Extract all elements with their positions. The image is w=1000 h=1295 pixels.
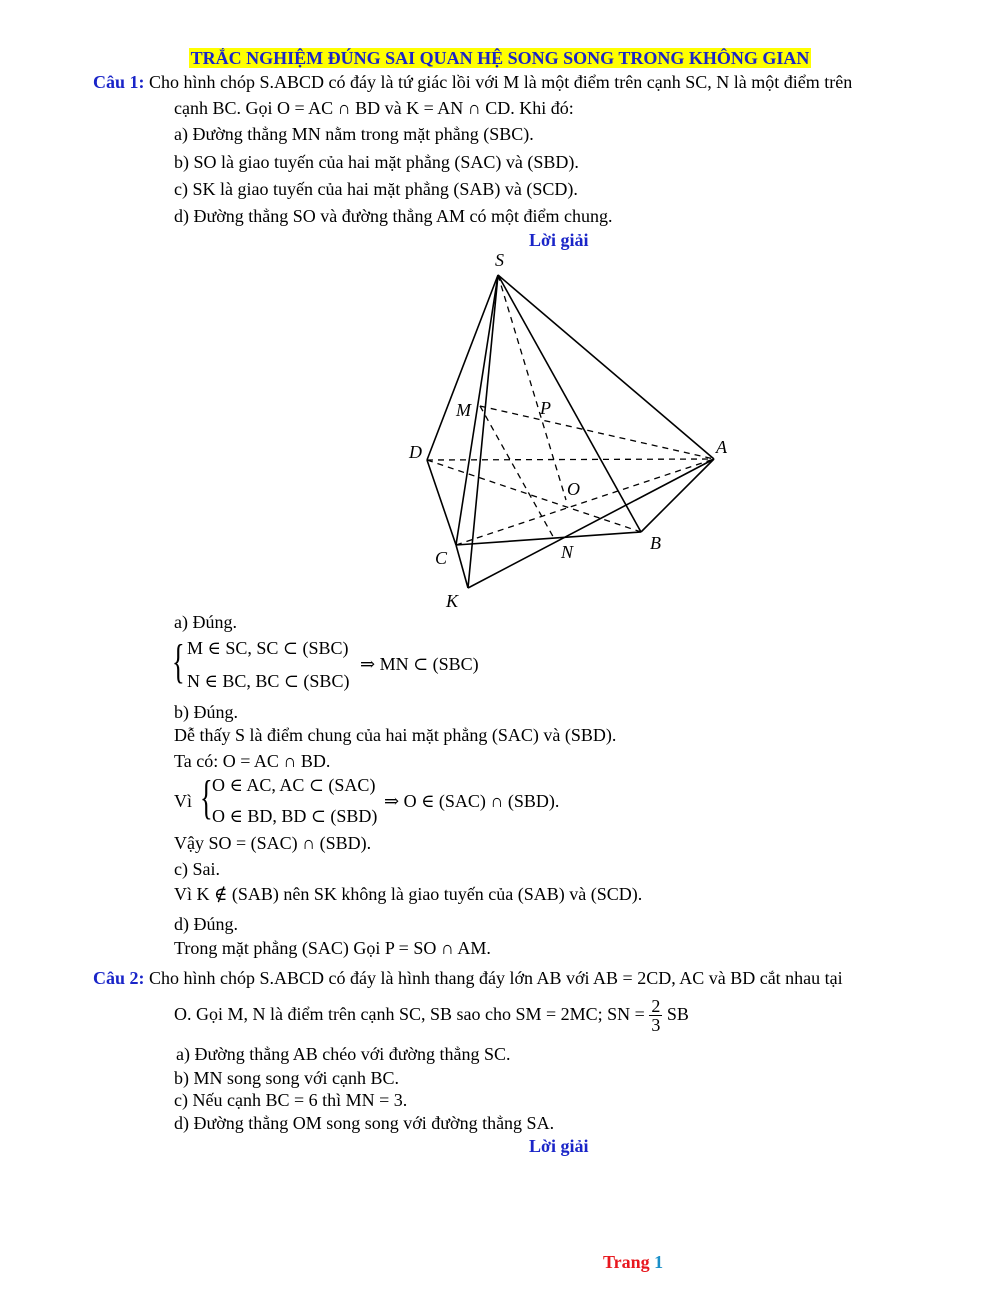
question-2-intro (93, 967, 843, 989)
question-1-option-d: d) Đường thẳng SO và đường thẳng AM có một điểm chung. (174, 206, 613, 226)
page-word: Trang (603, 1252, 650, 1272)
edge-SD (427, 275, 498, 460)
label-C: C (435, 548, 448, 568)
question-1-solution-label: Lời giải (529, 230, 589, 250)
label-M: M (456, 400, 471, 420)
edge-DC (427, 460, 456, 545)
solution-b-brace: { (200, 771, 213, 824)
question-1-option-a: a) Đường thẳng MN nằm trong mặt phẳng (SBC). (174, 124, 534, 144)
solution-b-vi: Vì (174, 791, 192, 811)
edge-BA (641, 459, 714, 532)
solution-b-line1: Dễ thấy S là điểm chung của hai mặt phẳng (SAC) và (SBD). (174, 725, 617, 745)
question-1-line2: cạnh BC. Gọi O = AC ∩ BD và K = AN ∩ CD. Khi đó: (174, 98, 574, 118)
solution-a-heading: a) Đúng. (174, 612, 237, 632)
solution-b-line2: Ta có: O = AC ∩ BD. (174, 751, 331, 771)
question-2-option-c: c) Nếu cạnh BC = 6 thì MN = 3. (174, 1090, 408, 1110)
edge-CB (456, 532, 641, 545)
label-A: A (716, 437, 727, 457)
label-D: D (409, 442, 422, 462)
question-2-line2-end: SB (666, 1004, 689, 1024)
title-text: TRẮC NGHIỆM ĐÚNG SAI QUAN HỆ SONG SONG TRONG KHÔNG GIAN (190, 48, 810, 68)
fraction-denominator: 3 (651, 1015, 661, 1036)
question-1-option-c: c) SK là giao tuyến của hai mặt phẳng (SAB) và (SCD). (174, 179, 578, 199)
label-N: N (561, 542, 574, 562)
solution-b-system-line1: O ∈ AC, AC ⊂ (SAC) (212, 775, 376, 795)
label-O: O (567, 479, 580, 499)
question-2-label: Câu 2: (93, 968, 145, 988)
question-2-line2 (174, 996, 689, 1034)
label-P: P (540, 398, 551, 418)
solution-a-system-line2: N ∈ BC, BC ⊂ (SBC) (187, 671, 350, 691)
question-2-option-a: a) Đường thẳng AB chéo với đường thẳng SC. (176, 1044, 511, 1064)
page-number: 1 (654, 1252, 664, 1272)
fraction-numerator: 2 (651, 996, 661, 1017)
edge-MA (480, 406, 714, 459)
solution-a-brace: { (172, 635, 185, 688)
label-K: K (446, 591, 459, 611)
edge-SO (498, 275, 566, 500)
page-footer (603, 1251, 663, 1273)
solution-d-heading: d) Đúng. (174, 914, 238, 934)
question-2-line2-text: O. Gọi M, N là điểm trên cạnh SC, SB sao cho SM = 2MC; SN = (174, 1004, 645, 1024)
solution-a-system-line1: M ∈ SC, SC ⊂ (SBC) (187, 638, 349, 658)
solution-b-conclusion: Vậy SO = (SAC) ∩ (SBD). (174, 833, 372, 853)
fraction (649, 997, 662, 1034)
question-1-label: Câu 1: (93, 72, 145, 92)
solution-b-result: ⇒ O ∈ (SAC) ∩ (SBD). (384, 791, 560, 811)
question-2-line1: Cho hình chóp S.ABCD có đáy là hình thang đáy lớn AB với AB = 2CD, AC và BD cắt nhau tại (149, 968, 843, 988)
solution-a-result: ⇒ MN ⊂ (SBC) (360, 654, 479, 674)
edge-SK (468, 275, 498, 588)
question-2-solution-label: Lời giải (529, 1136, 589, 1156)
edge-CK (456, 545, 468, 588)
solution-d-line1: Trong mặt phẳng (SAC) Gọi P = SO ∩ AM. (174, 938, 491, 958)
edge-SA (498, 275, 714, 459)
edge-KA (468, 459, 714, 588)
solution-c-heading: c) Sai. (174, 859, 220, 879)
edge-CA (456, 459, 714, 545)
label-S: S (495, 250, 504, 270)
question-2-option-d: d) Đường thẳng OM song song với đường thẳng SA. (174, 1113, 555, 1133)
solution-b-system-line2: O ∈ BD, BD ⊂ (SBD) (212, 806, 378, 826)
solution-b-heading: b) Đúng. (174, 702, 238, 722)
question-1-line1: Cho hình chóp S.ABCD có đáy là tứ giác lồi với M là một điểm trên cạnh SC, N là một điểm trên (149, 72, 853, 92)
question-1-option-b: b) SO là giao tuyến của hai mặt phẳng (SAC) và (SBD). (174, 152, 579, 172)
solution-c-line1: Vì K ∉ (SAB) nên SK không là giao tuyến của (SAB) và (SCD). (174, 884, 643, 904)
question-2-option-b: b) MN song song với cạnh BC. (174, 1068, 400, 1088)
label-B: B (650, 533, 661, 553)
